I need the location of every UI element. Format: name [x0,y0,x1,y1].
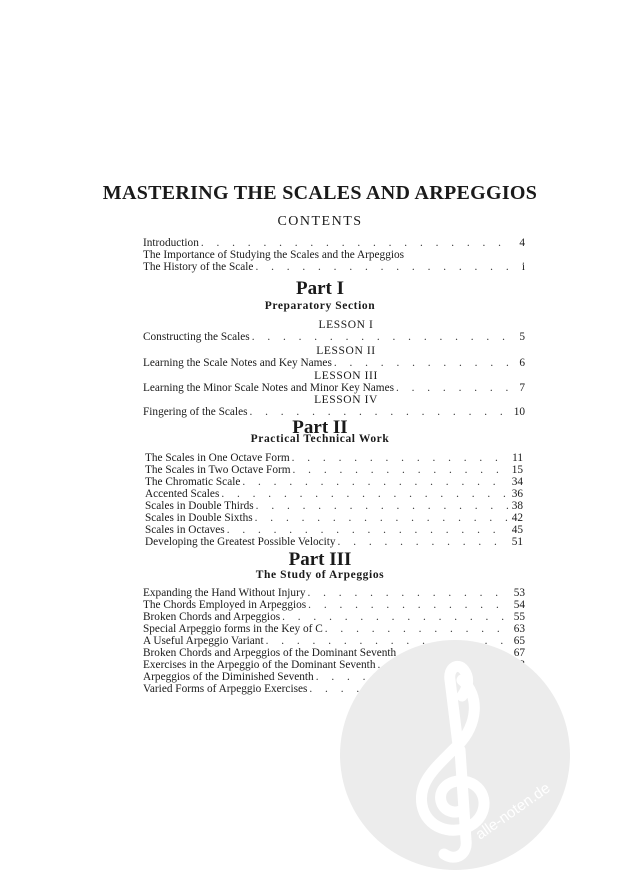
toc-row [143,331,525,343]
treble-clef-icon [340,640,570,870]
toc-row [145,500,523,512]
toc-row [143,249,525,261]
toc-row [145,512,523,524]
toc-page: 45 [511,524,523,536]
part-3-subtitle: The Study of Arpeggios [255,569,385,581]
leader-dots [256,500,509,512]
toc-row [145,476,523,488]
watermark-logo [340,640,570,870]
part-1-subtitle: Preparatory Section [264,300,376,312]
toc-row [143,623,525,635]
toc-row [145,488,523,500]
toc-page: 36 [511,488,523,500]
toc-label: Varied Forms of Arpeggio Exercises [143,683,308,695]
toc-page: 53 [513,587,525,599]
leader-dots [338,536,509,548]
toc-label: The History of the Scale [143,261,254,273]
leader-dots [201,237,511,249]
leader-dots [308,587,512,599]
toc-label: A Useful Arpeggio Variant [143,635,264,647]
toc-page: i [521,261,525,273]
leader-dots [308,599,511,611]
toc-label: The Scales in One Octave Form [145,452,290,464]
toc-row [143,382,525,394]
toc-row [143,357,525,369]
leader-dots [227,524,509,536]
part-1-list [143,319,525,418]
toc-label: Broken Chords and Arpeggios of the Dominant Seventh [143,647,397,659]
toc-page: 15 [511,464,523,476]
lesson-heading: LESSON I [318,319,374,331]
toc-label: Scales in Double Sixths [145,512,253,524]
toc-page: 54 [513,599,525,611]
toc-page: 10 [513,406,525,418]
leader-dots [282,611,511,623]
part-3-title: Part III [288,549,352,570]
part-1-title: Part I [295,278,344,299]
toc-label: Scales in Octaves [145,524,225,536]
leader-dots [334,357,511,369]
toc-label: The Importance of Studying the Scales and the Arpeggios [143,249,405,261]
toc-label: Expanding the Hand Without Injury [143,587,306,599]
toc-row [145,524,523,536]
leader-dots [255,261,511,273]
toc-page: 67 [513,647,525,659]
toc-row [143,599,525,611]
toc-page: 55 [513,611,525,623]
toc-label: The Scales in Two Octave Form [145,464,291,476]
leader-dots [255,512,509,524]
toc-label: Broken Chords and Arpeggios [143,611,281,623]
leader-dots [325,623,511,635]
lesson-heading: LESSON II [316,345,376,357]
toc-row [143,587,525,599]
toc-page: 6 [519,357,525,369]
toc-page: 38 [511,500,523,512]
toc-page: 65 [513,635,525,647]
toc-label: Developing the Greatest Possible Velocity [145,536,336,548]
toc-row [143,237,525,249]
toc-page: 4 [519,237,525,249]
toc-label: The Chords Employed in Arpeggios [143,599,307,611]
toc-label: Special Arpeggio forms in the Key of C [143,623,323,635]
toc-page: 7 [519,382,525,394]
toc-page: 11 [512,452,523,464]
toc-label: Fingering of the Scales [143,406,248,418]
leader-dots [292,452,509,464]
toc-label: Learning the Minor Scale Notes and Minor Key Names [143,382,394,394]
leader-dots [252,331,511,343]
part-2-subtitle: Practical Technical Work [250,433,390,445]
intro-list [143,237,525,273]
book-title: MASTERING THE SCALES AND ARPEGGIOS [102,182,538,204]
toc-row [145,452,523,464]
toc-label: Accented Scales [145,488,220,500]
toc-row [143,261,525,273]
toc-row [145,464,523,476]
lesson-heading: LESSON IV [314,394,378,406]
toc-page: 42 [511,512,523,524]
part-2-title: Part II [292,417,348,438]
toc-label: Arpeggios of the Diminished Seventh [143,671,314,683]
contents-heading: CONTENTS [277,214,363,229]
toc-row [143,611,525,623]
toc-page: 51 [511,536,523,548]
toc-label: Introduction [143,237,199,249]
part-2-list [145,452,523,548]
leader-dots [293,464,509,476]
leader-dots [221,488,509,500]
toc-page: 63 [513,623,525,635]
leader-dots [242,476,509,488]
toc-label: Exercises in the Arpeggio of the Dominant Seventh [143,659,376,671]
lesson-heading: LESSON III [314,370,378,382]
toc-page: 34 [511,476,523,488]
watermark-text: alle-noten.de [472,779,554,844]
leader-dots [396,382,511,394]
toc-label: Scales in Double Thirds [145,500,254,512]
toc-label: Constructing the Scales [143,331,250,343]
toc-page: 5 [519,331,525,343]
toc-label: The Chromatic Scale [145,476,241,488]
toc-label: Learning the Scale Notes and Key Names [143,357,332,369]
toc-row [145,536,523,548]
